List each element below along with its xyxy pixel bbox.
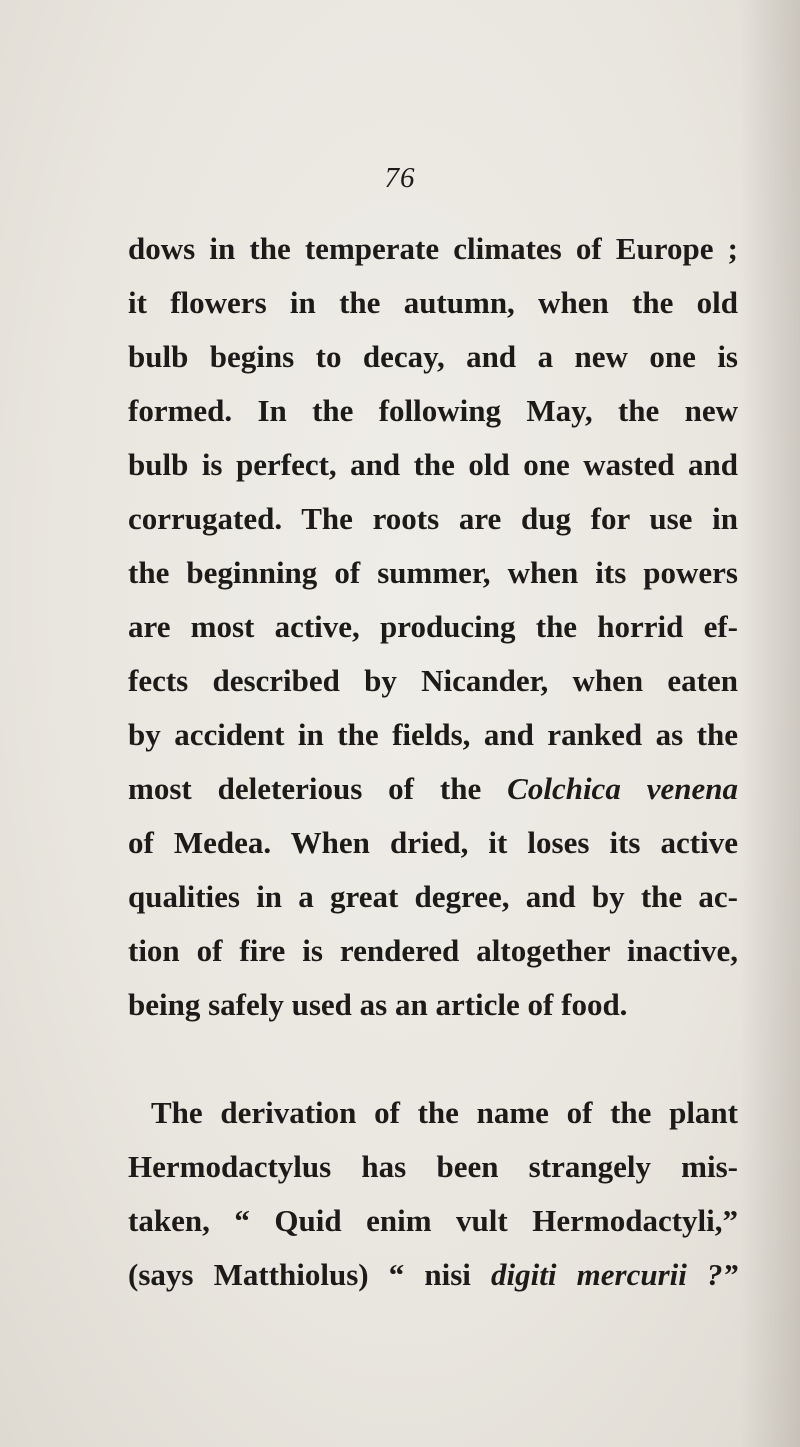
text-line: of Medea. When dried, it loses its active: [128, 825, 738, 860]
text-line: taken, “ Quid enim vult Hermodactyli,”: [128, 1203, 738, 1238]
paragraph-gap: [128, 1032, 738, 1086]
body-text: [128, 222, 738, 1302]
text-line: are most active, producing the horrid ef-: [128, 609, 738, 644]
text-line: bulb begins to decay, and a new one is: [128, 339, 738, 374]
text-line: dows in the temperate climates of Europe ;: [128, 231, 738, 266]
text-line: formed. In the following May, the new: [128, 393, 738, 428]
text-line: Hermodactylus has been strangely mis-: [128, 1149, 738, 1184]
page-edge-shadow: [740, 0, 800, 1447]
text-line: it flowers in the autumn, when the old: [128, 285, 738, 320]
paragraph-2: [128, 1086, 738, 1302]
italic-phrase: Colchica venena: [507, 771, 738, 806]
paragraph-1: [128, 222, 738, 1032]
text-line: qualities in a great degree, and by the ac-: [128, 879, 738, 914]
text-line: [128, 762, 738, 816]
page-number: 76: [384, 162, 416, 194]
text-line: fects described by Nicander, when eaten: [128, 663, 738, 698]
text-segment: (says Matthiolus) “ nisi: [128, 1257, 492, 1292]
text-line: tion of fire is rendered altogether inactive,: [128, 933, 738, 968]
text-line: by accident in the fields, and ranked as the: [128, 717, 738, 752]
text-segment: most deleterious of the: [128, 771, 508, 806]
text-line: being safely used as an article of food.: [128, 987, 628, 1022]
text-line: the beginning of summer, when its powers: [128, 555, 738, 590]
text-line: [128, 1248, 738, 1302]
italic-phrase: digiti mercurii ?”: [491, 1257, 738, 1292]
text-line: The derivation of the name of the plant: [151, 1095, 738, 1130]
text-line: bulb is perfect, and the old one wasted and: [128, 447, 738, 482]
text-line: corrugated. The roots are dug for use in: [128, 501, 738, 536]
